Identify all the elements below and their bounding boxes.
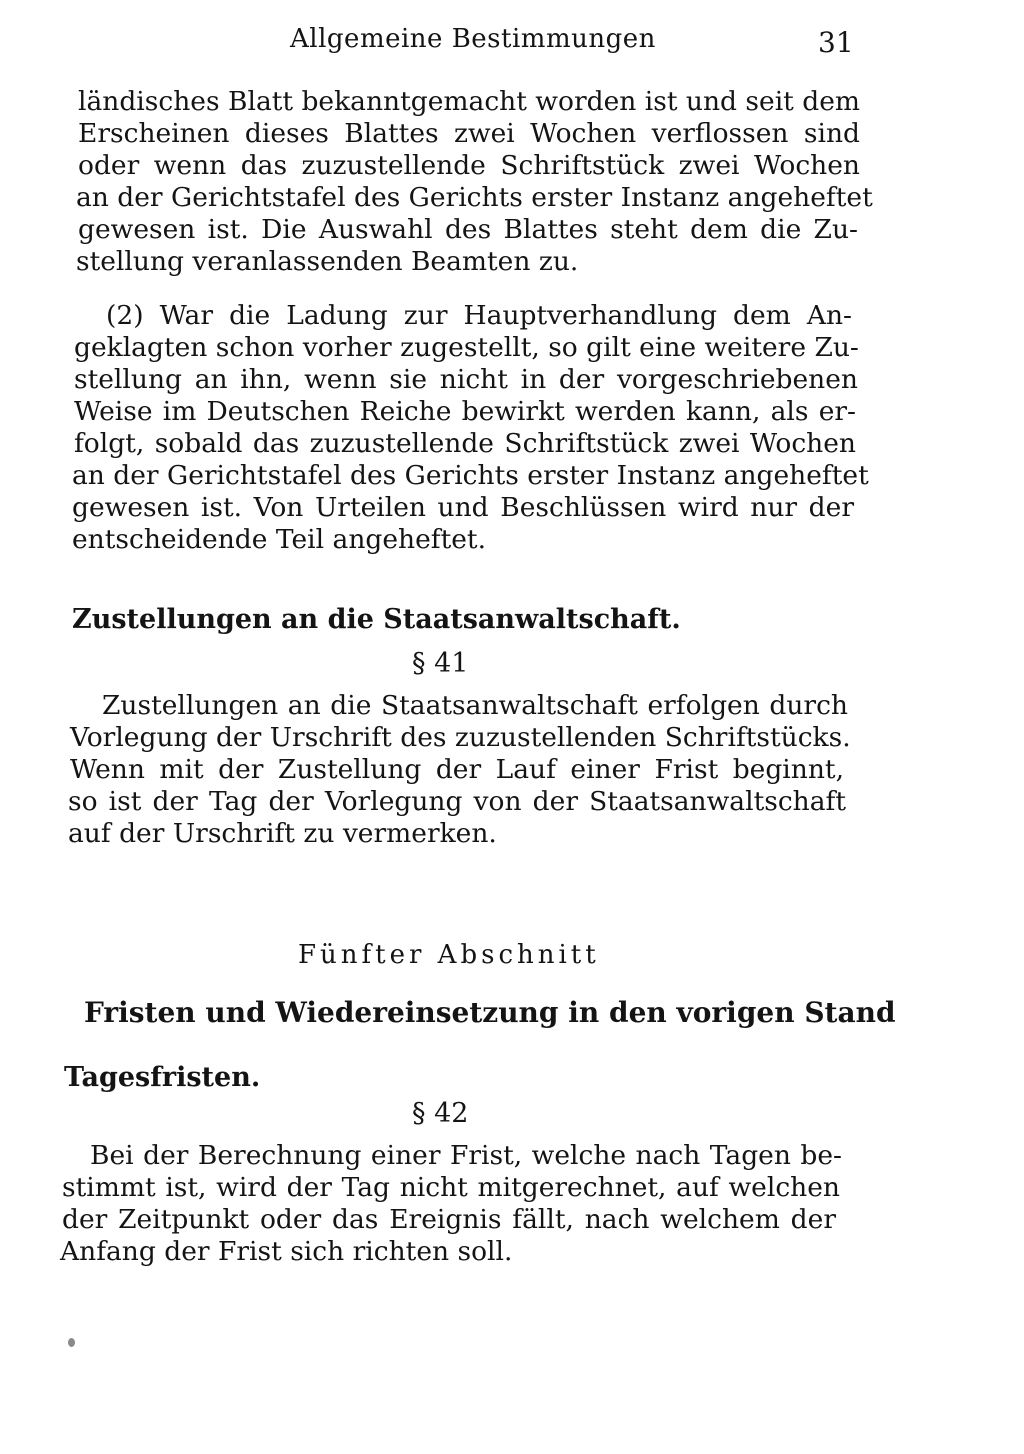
text-line: oder wenn das zuzustellende Schriftstück zwei Wochen — [78, 150, 860, 181]
text-line: Bei der Berechnung einer Frist, welche nach Tagen be- — [90, 1140, 842, 1171]
text-line: so ist der Tag der Vorlegung von der Staatsanwaltschaft — [68, 786, 846, 817]
text-line: stellung an ihn, wenn sie nicht in der vorgeschriebenen — [74, 364, 858, 395]
text-line: Erscheinen dieses Blattes zwei Wochen verflossen sind — [78, 118, 860, 149]
text-line: Wenn mit der Zustellung der Lauf einer Frist beginnt, — [70, 754, 844, 785]
section-mark: § 42 — [412, 1098, 469, 1129]
page-number: 31 — [818, 26, 854, 59]
text-line: geklagten schon vorher zugestellt, so gilt eine weitere Zu- — [74, 332, 859, 363]
text-line: Anfang der Frist sich richten soll. — [60, 1236, 513, 1267]
text-line: gewesen ist. Von Urteilen und Beschlüssen wird nur der — [72, 492, 854, 523]
text-line: gewesen ist. Die Auswahl des Blattes steht dem die Zu- — [78, 214, 858, 245]
print-speck — [68, 1338, 75, 1347]
section-mark: § 41 — [412, 648, 469, 679]
text-line: an der Gerichtstafel des Gerichts erster Instanz angeheftet — [72, 460, 869, 491]
running-head: Allgemeine Bestimmungen — [290, 24, 656, 54]
text-line: stimmt ist, wird der Tag nicht mitgerechnet, auf welchen — [62, 1172, 840, 1203]
chapter-title: Fristen und Wiedereinsetzung in den vorigen Stand — [84, 996, 896, 1029]
text-line: ländisches Blatt bekanntgemacht worden ist und seit dem — [78, 86, 861, 117]
chapter-label: Fünfter Abschnitt — [298, 940, 600, 970]
text-line: entscheidende Teil angeheftet. — [72, 524, 486, 555]
section-heading: Tagesfristen. — [64, 1062, 261, 1093]
text-line: Zustellungen an die Staatsanwaltschaft erfolgen durch — [102, 690, 848, 721]
text-line: Weise im Deutschen Reiche bewirkt werden kann, als er- — [74, 396, 856, 427]
text-line: auf der Urschrift zu vermerken. — [68, 818, 497, 849]
text-line: stellung veranlassenden Beamten zu. — [76, 246, 579, 277]
text-line: (2) War die Ladung zur Hauptverhandlung dem An- — [106, 300, 852, 331]
text-line: Vorlegung der Urschrift des zuzustellenden Schriftstücks. — [70, 722, 851, 753]
text-line: der Zeitpunkt oder das Ereignis fällt, nach welchem der — [62, 1204, 836, 1235]
section-heading: Zustellungen an die Staatsanwaltschaft. — [72, 604, 681, 635]
text-line: folgt, sobald das zuzustellende Schriftstück zwei Wochen — [74, 428, 856, 459]
text-line: an der Gerichtstafel des Gerichts erster Instanz angeheftet — [76, 182, 873, 213]
